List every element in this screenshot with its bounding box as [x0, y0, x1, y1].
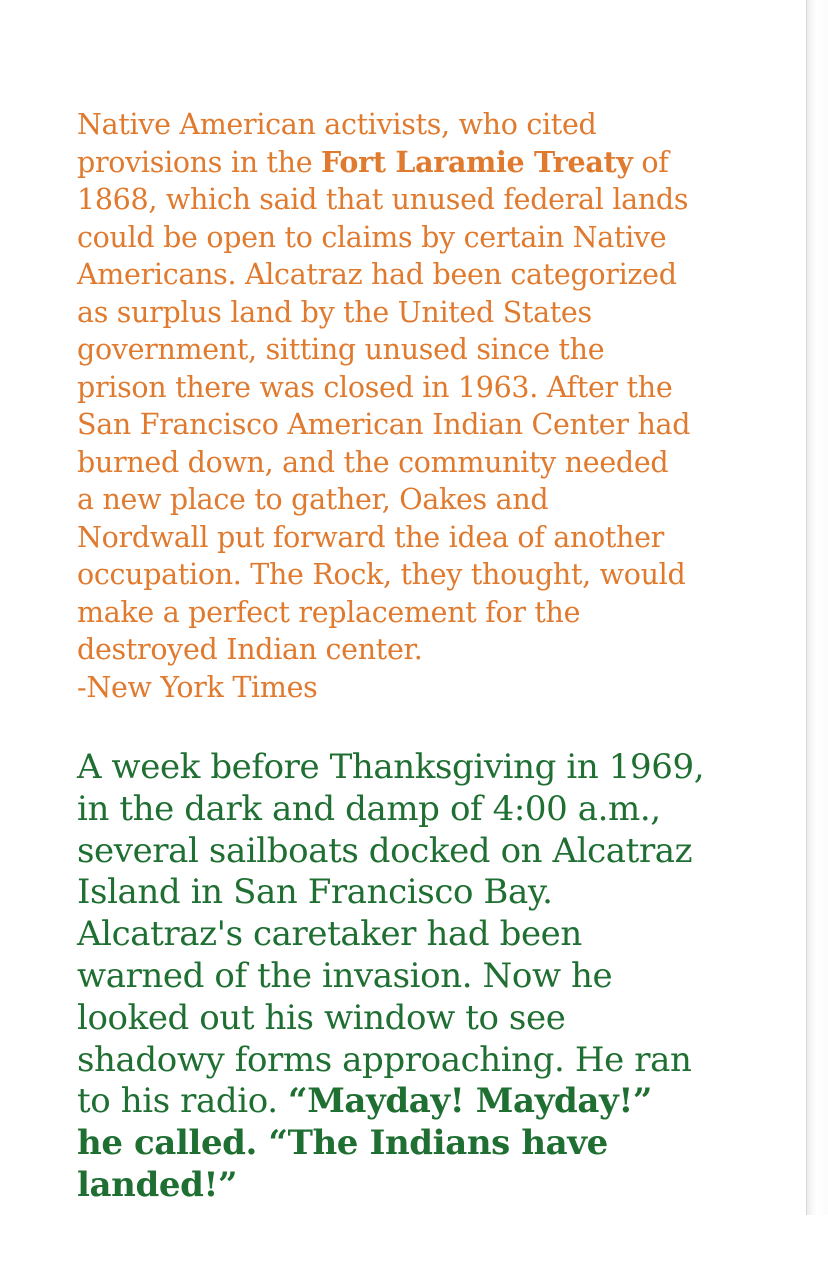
quote-line-text: of: [632, 145, 669, 179]
narrative-passage: [77, 747, 777, 1207]
treaty-name: Fort Laramie Treaty: [321, 144, 633, 179]
quote-line: a new place to gather, Oakes and: [77, 483, 549, 516]
mayday-quote: “Mayday! Mayday!”: [288, 1081, 652, 1122]
quote-line: Americans. Alcatraz had been categorized: [77, 258, 677, 291]
narrative-line: shadowy forms approaching. He ran: [77, 1039, 692, 1080]
quote-line: San Francisco American Indian Center had: [77, 408, 691, 441]
quote-line: occupation. The Rock, they thought, would: [77, 558, 686, 591]
narrative-line: Island in San Francisco Bay.: [77, 872, 553, 913]
quote-line: Nordwall put forward the idea of another: [77, 520, 664, 554]
quote-line: make a perfect replacement for the: [77, 595, 581, 629]
quote-attribution: -New York Times: [77, 670, 318, 704]
quote-line: as surplus land by the United States: [77, 295, 592, 329]
quote-line: Native American activists, who cited: [77, 108, 597, 141]
page-edge-shadow: [806, 0, 828, 1215]
narrative-line: looked out his window to see: [77, 997, 566, 1038]
narrative-line: Alcatraz's caretaker had been: [77, 914, 582, 955]
narrative-line: several sailboats docked on Alcatraz: [77, 830, 693, 871]
narrative-line: warned of the invasion. Now he: [77, 955, 613, 996]
narrative-line: [77, 1081, 777, 1123]
narrative-line-text: to his radio.: [77, 1081, 289, 1122]
quote-line: destroyed Indian center.: [77, 633, 423, 666]
quote-line: burned down, and the community needed: [77, 445, 669, 479]
narrative-line: in the dark and damp of 4:00 a.m.,: [77, 788, 661, 829]
narrative-line: [77, 1165, 777, 1207]
narrative-line: [77, 1123, 777, 1165]
mayday-quote: he called. “The Indians have: [77, 1123, 608, 1164]
quote-passage: [77, 106, 777, 706]
quote-line: government, sitting unused since the: [77, 333, 605, 366]
quote-line: 1868, which said that unused federal lands: [77, 183, 689, 216]
quote-line-text: provisions in the: [77, 145, 322, 179]
mayday-quote: landed!”: [77, 1164, 238, 1205]
quote-line: prison there was closed in 1963. After the: [77, 370, 673, 404]
quote-line: [77, 144, 777, 182]
quote-line: could be open to claims by certain Native: [77, 220, 667, 254]
narrative-line: A week before Thanksgiving in 1969,: [77, 747, 705, 787]
